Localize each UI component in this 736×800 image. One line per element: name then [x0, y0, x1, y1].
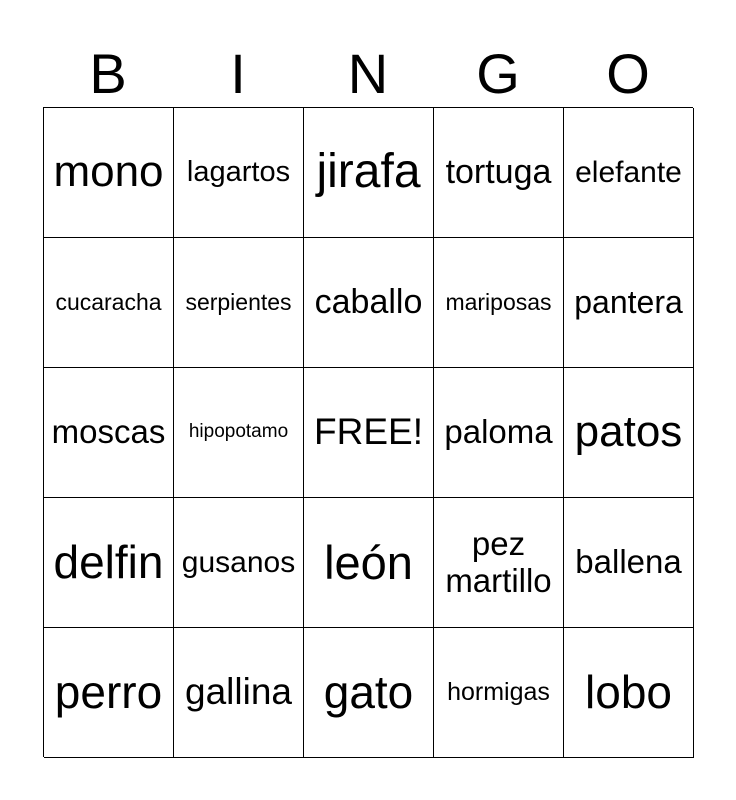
bingo-card-grid: [43, 107, 693, 757]
bingo-cell[interactable]: [44, 108, 174, 238]
bingo-cell[interactable]: [174, 108, 304, 238]
bingo-cell[interactable]: [304, 108, 434, 238]
bingo-cell[interactable]: [174, 368, 304, 498]
bingo-cell[interactable]: [44, 498, 174, 628]
bingo-header: [43, 44, 693, 104]
bingo-cell[interactable]: [434, 498, 564, 628]
bingo-cell-text: paloma: [444, 413, 553, 451]
bingo-cell[interactable]: [304, 238, 434, 368]
bingo-cell[interactable]: [434, 368, 564, 498]
bingo-cell[interactable]: [174, 238, 304, 368]
bingo-cell[interactable]: [304, 498, 434, 628]
bingo-cell-text: hipopotamo: [188, 421, 289, 443]
bingo-cell-text: ballena: [575, 543, 682, 581]
header-letter-o: O: [606, 42, 650, 105]
bingo-cell-text: elefante: [575, 156, 682, 189]
bingo-cell[interactable]: [564, 108, 694, 238]
bingo-cell-text: gato: [323, 666, 414, 719]
bingo-cell[interactable]: [44, 238, 174, 368]
bingo-cell-text: león: [324, 535, 413, 589]
bingo-cell-text: mono: [53, 147, 164, 197]
bingo-cell-text: FREE!: [314, 411, 423, 453]
header-letter-i: I: [230, 42, 246, 105]
bingo-cell-text: pez martillo: [445, 525, 552, 599]
bingo-cell[interactable]: [564, 628, 694, 758]
bingo-cell-text: caballo: [314, 282, 423, 321]
bingo-cell-text: tortuga: [445, 152, 552, 191]
bingo-cell-text: lobo: [585, 666, 672, 719]
bingo-cell-text: gallina: [185, 671, 292, 713]
header-letter-b: B: [89, 42, 127, 105]
bingo-cell[interactable]: [174, 628, 304, 758]
bingo-cell[interactable]: [564, 498, 694, 628]
bingo-cell[interactable]: [304, 368, 434, 498]
bingo-cell[interactable]: [564, 368, 694, 498]
bingo-cell[interactable]: [44, 628, 174, 758]
bingo-cell[interactable]: [44, 368, 174, 498]
bingo-cell-text: patos: [574, 407, 683, 457]
bingo-cell[interactable]: [434, 628, 564, 758]
bingo-cell-text: pantera: [574, 283, 683, 320]
bingo-cell[interactable]: [174, 498, 304, 628]
bingo-cell[interactable]: [564, 238, 694, 368]
bingo-cell-text: serpientes: [185, 288, 292, 315]
bingo-cell-text: lagartos: [186, 155, 291, 188]
header-letter-n: N: [347, 42, 389, 105]
bingo-cell-text: jirafa: [316, 145, 421, 199]
bingo-cell[interactable]: [434, 108, 564, 238]
bingo-cell-text: moscas: [51, 413, 166, 451]
bingo-cell[interactable]: [304, 628, 434, 758]
bingo-cell-text: perro: [54, 666, 163, 719]
bingo-cell-text: cucaracha: [55, 288, 162, 315]
bingo-cell-text: mariposas: [445, 288, 552, 315]
bingo-cell[interactable]: [434, 238, 564, 368]
header-letter-g: G: [476, 42, 520, 105]
bingo-cell-text: delfin: [53, 536, 164, 589]
bingo-cell-text: hormigas: [447, 677, 550, 706]
bingo-cell-text: gusanos: [181, 546, 296, 579]
